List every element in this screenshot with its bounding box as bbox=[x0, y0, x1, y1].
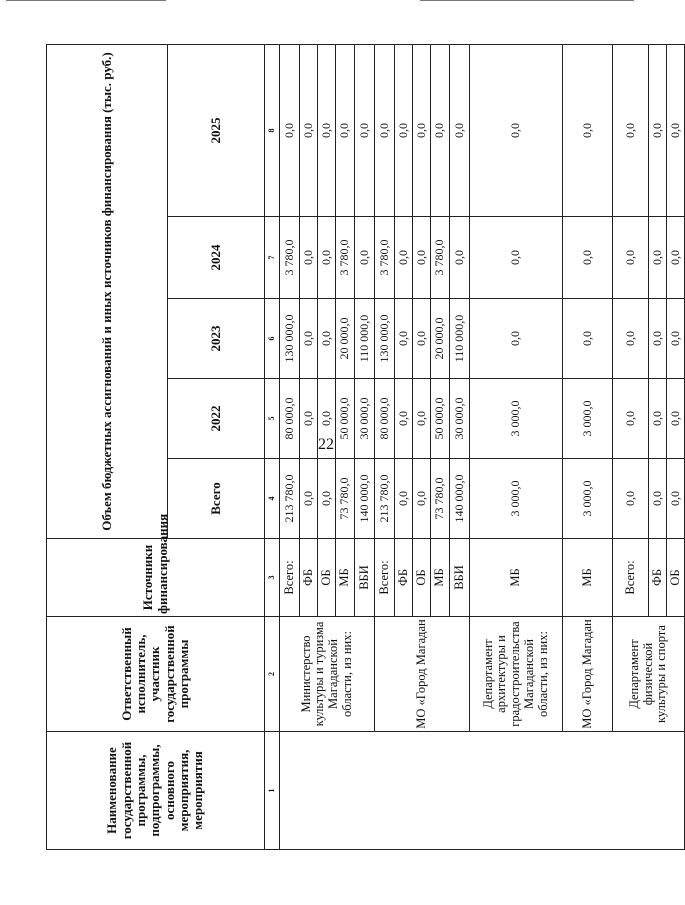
value-cell: 0,0 bbox=[300, 299, 318, 379]
value-cell: 30 000,0 bbox=[450, 379, 470, 459]
value-cell: 110 000,0 bbox=[355, 299, 375, 379]
source-cell: МБ bbox=[336, 539, 355, 617]
value-cell: 0,0 bbox=[613, 379, 649, 459]
value-cell: 0,0 bbox=[649, 299, 667, 379]
table-body bbox=[280, 45, 685, 850]
value-cell: 3 780,0 bbox=[280, 217, 300, 299]
value-cell: 0,0 bbox=[318, 45, 336, 217]
top-rule bbox=[6, 0, 166, 1]
source-cell: Всего: bbox=[375, 539, 395, 617]
value-cell: 0,0 bbox=[413, 45, 431, 217]
source-cell: ОБ bbox=[413, 539, 431, 617]
value-cell: 0,0 bbox=[613, 299, 649, 379]
value-cell: 130 000,0 bbox=[375, 299, 395, 379]
value-cell: 0,0 bbox=[413, 379, 431, 459]
value-cell: 0,0 bbox=[450, 45, 470, 217]
value-cell: 0,0 bbox=[355, 217, 375, 299]
value-cell: 0,0 bbox=[300, 45, 318, 217]
header-year-2023: 2023 bbox=[168, 299, 265, 379]
value-cell: 140 000,0 bbox=[355, 459, 375, 539]
value-cell: 0,0 bbox=[395, 217, 413, 299]
value-cell: 0,0 bbox=[613, 217, 649, 299]
value-cell: 0,0 bbox=[300, 379, 318, 459]
value-cell: 0,0 bbox=[375, 45, 395, 217]
source-cell: ВБИ bbox=[450, 539, 470, 617]
column-index: 5 bbox=[265, 379, 280, 459]
program-name-cell bbox=[280, 732, 685, 850]
value-cell: 0,0 bbox=[563, 45, 613, 217]
top-rule bbox=[420, 0, 634, 1]
value-cell: 0,0 bbox=[649, 459, 667, 539]
value-cell: 0,0 bbox=[667, 459, 685, 539]
executor-cell: Департамент физической культуры и спорта bbox=[613, 617, 685, 732]
header-executor: Ответственный исполнитель, участник государственной программы bbox=[47, 617, 265, 732]
value-cell: 30 000,0 bbox=[355, 379, 375, 459]
table-row bbox=[470, 45, 563, 850]
value-cell: 0,0 bbox=[395, 299, 413, 379]
executor-cell: МО «Город Магадан bbox=[375, 617, 470, 732]
value-cell: 0,0 bbox=[667, 299, 685, 379]
executor-cell: Министерство культуры и туризма Магаданской области, из них: bbox=[280, 617, 375, 732]
value-cell: 20 000,0 bbox=[336, 299, 355, 379]
value-cell: 20 000,0 bbox=[431, 299, 450, 379]
header-year-2022: 2022 bbox=[168, 379, 265, 459]
column-index: 4 bbox=[265, 459, 280, 539]
value-cell: 0,0 bbox=[318, 379, 336, 459]
value-cell: 3 000,0 bbox=[470, 379, 563, 459]
source-cell: МБ bbox=[563, 539, 613, 617]
value-cell: 0,0 bbox=[667, 45, 685, 217]
source-cell: Всего: bbox=[613, 539, 649, 617]
value-cell: 0,0 bbox=[300, 459, 318, 539]
header-row bbox=[47, 45, 168, 850]
value-cell: 3 780,0 bbox=[336, 217, 355, 299]
value-cell: 3 780,0 bbox=[375, 217, 395, 299]
value-cell: 0,0 bbox=[280, 45, 300, 217]
value-cell: 0,0 bbox=[395, 45, 413, 217]
value-cell: 0,0 bbox=[318, 217, 336, 299]
value-cell: 0,0 bbox=[413, 299, 431, 379]
value-cell: 80 000,0 bbox=[280, 379, 300, 459]
value-cell: 0,0 bbox=[563, 217, 613, 299]
source-cell: МБ bbox=[470, 539, 563, 617]
column-index: 8 bbox=[265, 45, 280, 217]
value-cell: 73 780,0 bbox=[336, 459, 355, 539]
value-cell: 0,0 bbox=[649, 217, 667, 299]
column-index: 3 bbox=[265, 539, 280, 617]
value-cell: 0,0 bbox=[300, 217, 318, 299]
value-cell: 0,0 bbox=[450, 217, 470, 299]
value-cell: 0,0 bbox=[470, 45, 563, 217]
column-index: 7 bbox=[265, 217, 280, 299]
value-cell: 50 000,0 bbox=[336, 379, 355, 459]
header-year-2024: 2024 bbox=[168, 217, 265, 299]
value-cell: 0,0 bbox=[413, 217, 431, 299]
value-cell: 73 780,0 bbox=[431, 459, 450, 539]
value-cell: 0,0 bbox=[667, 217, 685, 299]
value-cell: 3 780,0 bbox=[431, 217, 450, 299]
financing-table bbox=[46, 44, 685, 850]
value-cell: 0,0 bbox=[395, 379, 413, 459]
header-year-2025: 2025 bbox=[168, 45, 265, 217]
page-number: 22 bbox=[318, 436, 334, 453]
table-row bbox=[375, 45, 395, 850]
value-cell: 110 000,0 bbox=[450, 299, 470, 379]
source-cell: ВБИ bbox=[355, 539, 375, 617]
value-cell: 0,0 bbox=[563, 299, 613, 379]
value-cell: 0,0 bbox=[355, 45, 375, 217]
source-cell: МБ bbox=[431, 539, 450, 617]
rotated-table-container bbox=[46, 45, 682, 850]
source-cell: Всего: bbox=[280, 539, 300, 617]
source-cell: ФБ bbox=[395, 539, 413, 617]
value-cell: 80 000,0 bbox=[375, 379, 395, 459]
table-row bbox=[280, 45, 300, 850]
value-cell: 140 000,0 bbox=[450, 459, 470, 539]
source-cell: ФБ bbox=[300, 539, 318, 617]
value-cell: 0,0 bbox=[431, 45, 450, 217]
value-cell: 3 000,0 bbox=[470, 459, 563, 539]
value-cell: 0,0 bbox=[649, 45, 667, 217]
executor-cell: Департамент архитектуры и градостроительства Магаданской области, из них: bbox=[470, 617, 563, 732]
source-cell: ОБ bbox=[667, 539, 685, 617]
header-volume: Объем бюджетных ассигнований и иных источников финансирования (тыс. руб.) bbox=[47, 45, 168, 539]
table-row bbox=[563, 45, 613, 850]
value-cell: 50 000,0 bbox=[431, 379, 450, 459]
header-program-name: Наименование государственной программы, подпрограммы, основного мероприятия, мероприятия bbox=[47, 732, 265, 850]
table-row bbox=[613, 45, 649, 850]
value-cell: 213 780,0 bbox=[280, 459, 300, 539]
value-cell: 0,0 bbox=[613, 45, 649, 217]
header-year-total: Всего bbox=[168, 459, 265, 539]
column-index: 2 bbox=[265, 617, 280, 732]
value-cell: 0,0 bbox=[336, 45, 355, 217]
value-cell: 0,0 bbox=[413, 459, 431, 539]
value-cell: 0,0 bbox=[667, 379, 685, 459]
column-index-row bbox=[265, 45, 280, 850]
value-cell: 0,0 bbox=[470, 217, 563, 299]
value-cell: 0,0 bbox=[613, 459, 649, 539]
header-source: Источники финансирования bbox=[47, 539, 265, 617]
source-cell: ФБ bbox=[649, 539, 667, 617]
source-cell: ОБ bbox=[318, 539, 336, 617]
column-index: 6 bbox=[265, 299, 280, 379]
value-cell: 0,0 bbox=[470, 299, 563, 379]
value-cell: 0,0 bbox=[649, 379, 667, 459]
value-cell: 0,0 bbox=[395, 459, 413, 539]
value-cell: 213 780,0 bbox=[375, 459, 395, 539]
column-index: 1 bbox=[265, 732, 280, 850]
value-cell: 3 000,0 bbox=[563, 459, 613, 539]
value-cell: 0,0 bbox=[318, 459, 336, 539]
value-cell: 0,0 bbox=[318, 299, 336, 379]
value-cell: 3 000,0 bbox=[563, 379, 613, 459]
value-cell: 130 000,0 bbox=[280, 299, 300, 379]
executor-cell: МО «Город Магадан bbox=[563, 617, 613, 732]
